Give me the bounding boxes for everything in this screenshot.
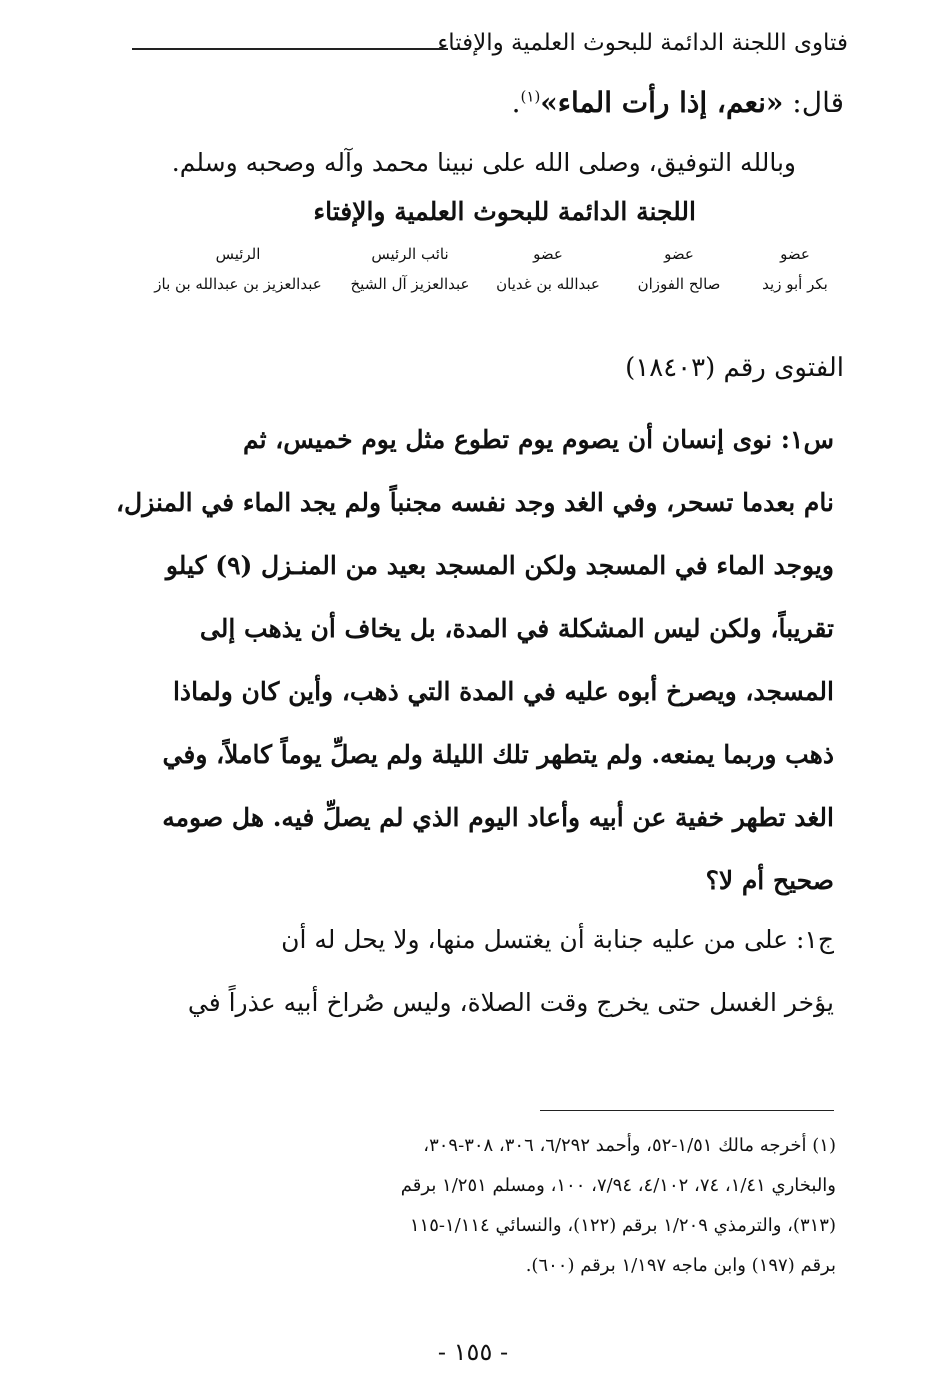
hadith-quote: «نعم، إذا رأت الماء» <box>540 86 784 119</box>
signatory <box>140 245 336 293</box>
committee-name: اللجنة الدائمة للبحوث العلمية والإفتاء <box>313 197 696 226</box>
signatory-name: عبدالله بن غديان <box>496 275 600 293</box>
signatory-name: بكر أبو زيد <box>762 275 828 293</box>
footnote-line: برقم (١٩٧) وابن ماجه ١/١٩٧ برقم (٦٠٠). <box>525 1255 836 1276</box>
question-line: صحيح أم لا؟ <box>705 866 834 895</box>
question-line: الغد تطهر خفية عن أبيه وأعاد اليوم الذي لم يصلِّ فيه. هل صومه <box>162 803 834 832</box>
header-rule <box>132 48 448 50</box>
signatory-role: الرئيس <box>215 245 261 263</box>
question-line: س١: نوى إنسان أن يصوم يوم تطوع مثل يوم خميس، ثم <box>242 425 834 454</box>
opening-prefix: قال: <box>783 86 844 119</box>
question-line: ذهب وربما يمنعه. ولم يتطهر تلك الليلة ولم يصلِّ يوماً كاملاً، وفي <box>162 740 834 769</box>
opening-quote-line <box>512 86 844 119</box>
answer-line: يؤخر الغسل حتى يخرج وقت الصلاة، وليس صُراخ أبيه عذراً في <box>187 988 834 1017</box>
running-header: فتاوى اللجنة الدائمة للبحوث العلمية والإفتاء <box>437 30 848 56</box>
signatory <box>480 245 616 293</box>
footnote-rule <box>540 1110 834 1111</box>
closing-formula: وبالله التوفيق، وصلى الله على نبينا محمد وآله وصحبه وسلم. <box>171 148 796 177</box>
signatory <box>740 245 850 293</box>
signatory-name: صالح الفوزان <box>637 275 721 293</box>
signatory-role: عضو <box>664 245 694 263</box>
signatory-role: عضو <box>533 245 563 263</box>
question-line: ويوجد الماء في المسجد ولكن المسجد بعيد من المنـزل (٩) كيلو <box>165 551 834 580</box>
question-line: تقريباً، ولكن ليس المشكلة في المدة، بل يخاف أن يذهب إلى <box>199 614 834 643</box>
signatory-role: عضو <box>780 245 810 263</box>
question-line: نام بعدما تسحر، وفي الغد وجد نفسه مجنباً ولم يجد الماء في المنزل، <box>115 488 834 517</box>
signatory <box>614 245 744 293</box>
opening-suffix: . <box>511 86 521 119</box>
question-line: المسجد، ويصرخ أبوه عليه في المدة التي ذهب، وأين كان ولماذا <box>172 677 834 706</box>
footnote-line: (١) أخرجه مالك ١/٥١-٥٢، وأحمد ٦/٢٩٢، ٣٠٦، ٣٠٨-٣٠٩، <box>423 1135 836 1156</box>
fatwa-number: الفتوى رقم (١٨٤٠٣) <box>625 353 844 383</box>
answer-line: ج١: على من عليه جنابة أن يغتسل منها، ولا يحل له أن <box>281 925 834 954</box>
footnote-line: والبخاري ١/٤١، ٧٤، ٤/١٠٢، ٧/٩٤، ١٠٠، ومسلم ١/٢٥١ برقم <box>400 1175 836 1196</box>
footnote-ref: (١) <box>520 87 541 106</box>
signatory-role: نائب الرئيس <box>371 245 449 263</box>
page-number: - ١٥٥ - <box>437 1338 509 1366</box>
signatory-name: عبدالعزيز آل الشيخ <box>350 275 470 293</box>
signatory <box>338 245 482 293</box>
signatory-name: عبدالعزيز بن عبدالله بن باز <box>154 275 322 293</box>
footnote-line: (٣١٣)، والترمذي ١/٢٠٩ برقم (١٢٢)، والنسائي ١/١١٤-١١٥ <box>409 1215 836 1236</box>
